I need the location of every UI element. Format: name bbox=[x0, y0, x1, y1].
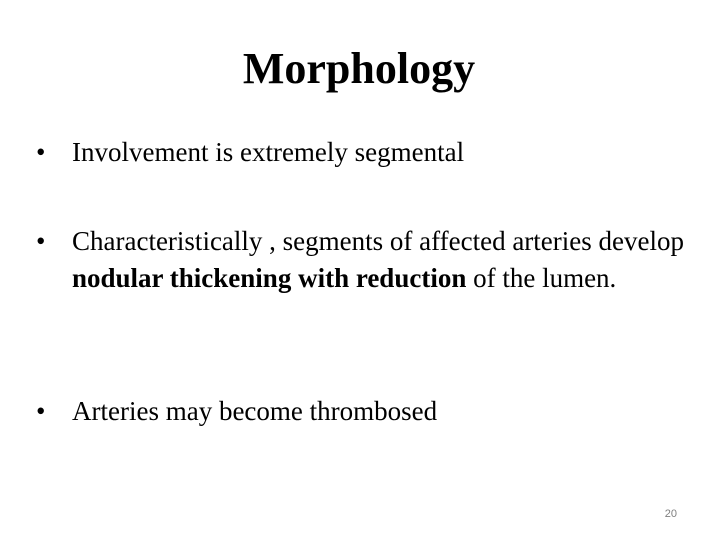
bullet-text: Involvement is extremely segmental bbox=[72, 137, 465, 167]
bullet-marker: • bbox=[36, 226, 46, 256]
bullet-item bbox=[36, 393, 720, 430]
bullet-text: of the lumen. bbox=[466, 263, 617, 293]
bullet-marker: • bbox=[36, 137, 46, 167]
bullet-text: Arteries may become thrombosed bbox=[72, 396, 438, 426]
slide-title: Morphology bbox=[242, 44, 476, 93]
bullet-text: Characteristically , segments of affected arteries develop bbox=[72, 226, 684, 256]
page-number: 20 bbox=[664, 508, 677, 520]
bullet-marker: • bbox=[36, 396, 46, 426]
bullet-item bbox=[36, 223, 720, 297]
bullet-text-emphasis: nodular thickening with reduction bbox=[72, 263, 467, 293]
bullet-item bbox=[36, 134, 720, 171]
